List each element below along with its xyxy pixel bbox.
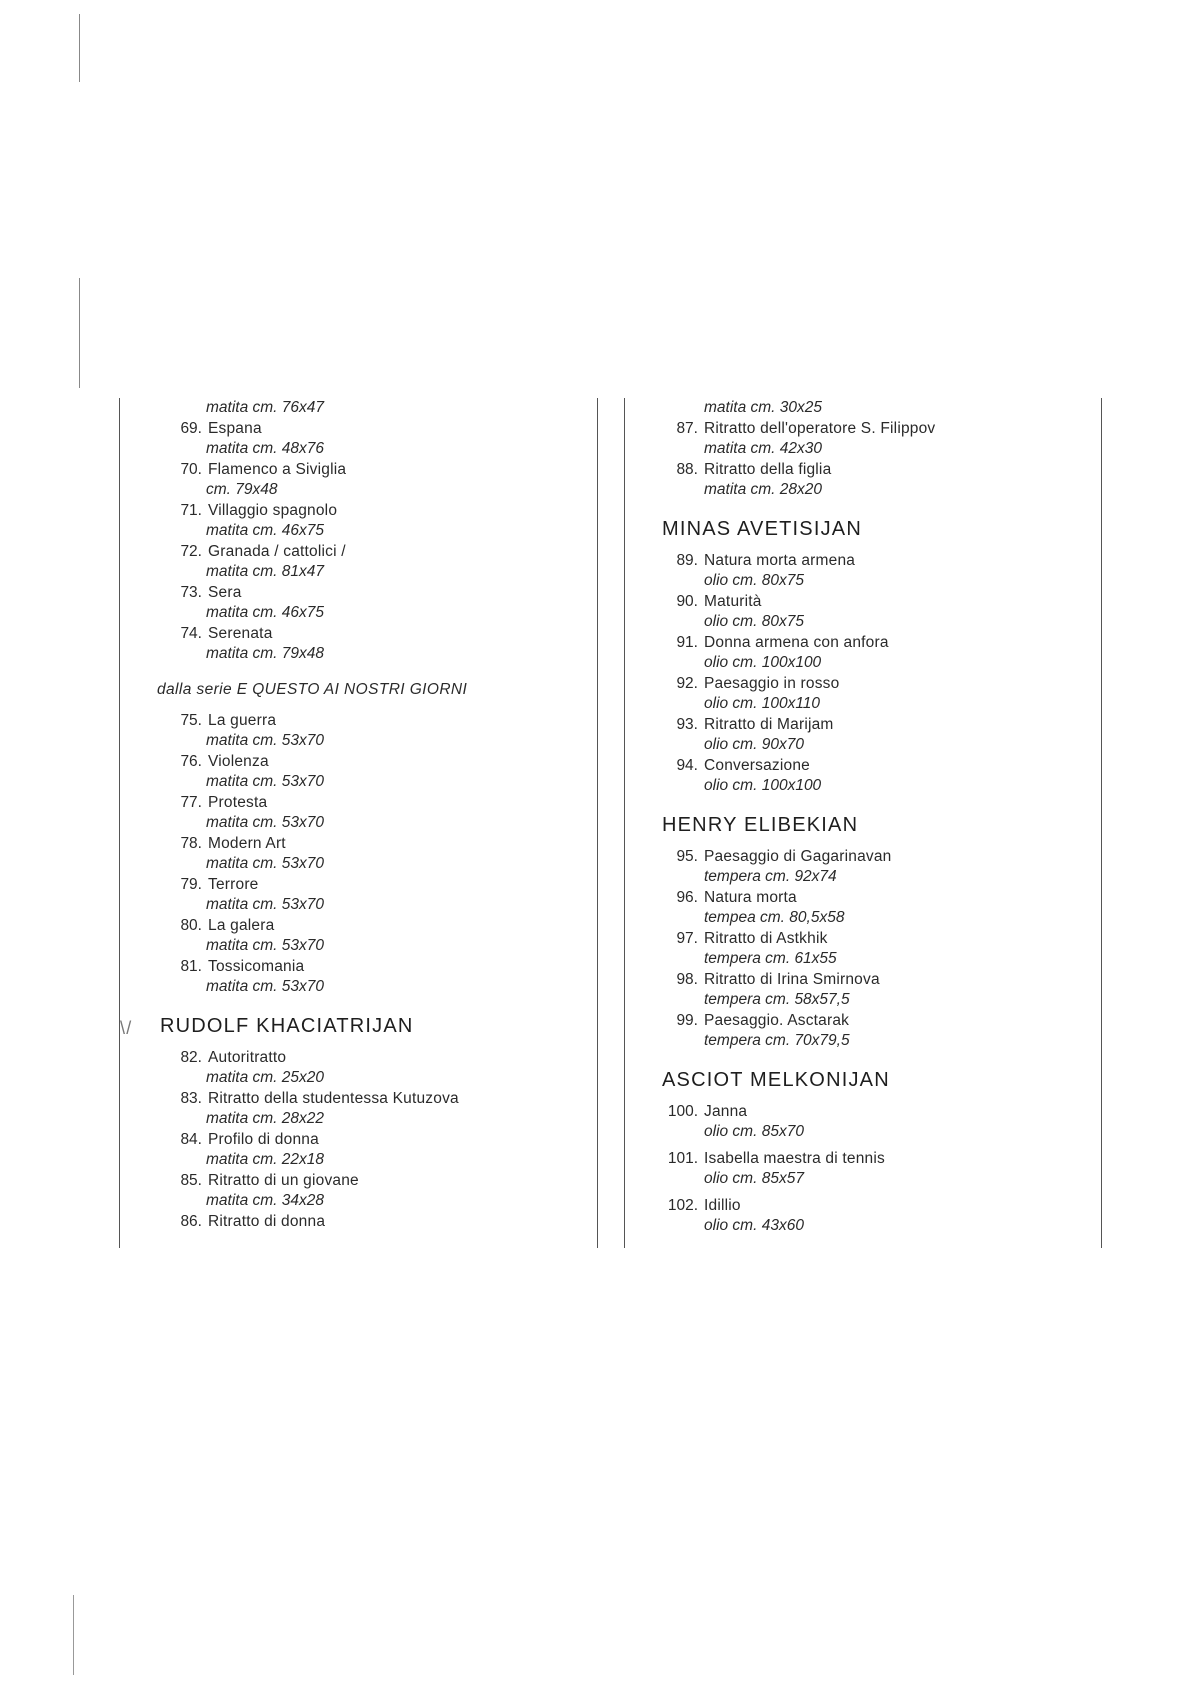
column-rule-center-b (624, 398, 625, 1248)
entry-title: Tossicomania (208, 957, 305, 975)
technique-line (160, 521, 580, 542)
technique-line (660, 735, 1040, 756)
catalogue-group (660, 419, 1040, 501)
technique: matita cm. 46x75 (206, 604, 325, 621)
technique-line (660, 398, 1040, 419)
entry-title: Violenza (208, 752, 269, 770)
entry-title: Espana (208, 419, 262, 437)
technique-line (660, 694, 1040, 715)
technique-line (660, 653, 1040, 674)
entry-number: 71. (180, 501, 202, 519)
technique: matita cm. 53x70 (206, 732, 325, 749)
catalogue-entry (660, 715, 1040, 736)
technique-line (660, 1216, 1040, 1237)
entry-title: Modern Art (208, 834, 286, 852)
technique: olio cm. 43x60 (704, 1217, 804, 1234)
technique: matita cm. 46x75 (206, 522, 325, 539)
series-title: dalla serie E QUESTO AI NOSTRI GIORNI (157, 680, 468, 698)
entry-number: 91. (676, 633, 698, 651)
column-rule-right (1101, 398, 1102, 1248)
technique-line (160, 772, 580, 793)
entry-title: Ritratto della studentessa Kutuzova (208, 1089, 459, 1107)
entry-number: 78. (180, 834, 202, 852)
technique: olio cm. 100x100 (704, 654, 822, 671)
catalogue-entry (160, 711, 580, 732)
technique-line (660, 776, 1040, 797)
entry-title: Donna armena con anfora (704, 633, 889, 651)
catalogue-entry (660, 460, 1040, 481)
entry-number: 89. (676, 551, 698, 569)
entry-number: 95. (676, 847, 698, 865)
technique: olio cm. 80x75 (704, 613, 804, 630)
technique-line (160, 977, 580, 998)
column-rule-center-a (597, 398, 598, 1248)
catalogue-entry (160, 542, 580, 563)
catalogue-column-right (660, 398, 1040, 1237)
catalogue-group (160, 711, 580, 998)
technique: matita cm. 53x70 (206, 896, 325, 913)
technique-line (660, 1122, 1040, 1143)
technique: matita cm. 28x20 (704, 481, 823, 498)
entry-number: 96. (676, 888, 698, 906)
catalogue-group (660, 1102, 1040, 1237)
technique: matita cm. 76x47 (206, 399, 325, 416)
catalogue-entry (160, 583, 580, 604)
catalogue-entry (160, 1089, 580, 1110)
technique: olio cm. 90x70 (704, 736, 804, 753)
artist-name: HENRY ELIBEKIAN (662, 813, 859, 836)
entry-number: 88. (676, 460, 698, 478)
technique-line (160, 1109, 580, 1130)
entry-title: Natura morta armena (704, 551, 856, 569)
entry-number: 76. (180, 752, 202, 770)
catalogue-entry (660, 847, 1040, 868)
catalogue-group (160, 419, 580, 665)
catalogue-entry (660, 929, 1040, 950)
catalogue-entry (160, 875, 580, 896)
catalogue-entry (660, 674, 1040, 695)
entry-title: Ritratto della figlia (704, 460, 832, 478)
scan-edge-line-mid (79, 278, 80, 388)
entry-number: 90. (676, 592, 698, 610)
technique: tempera cm. 61x55 (704, 950, 837, 967)
catalogue-entry (160, 1171, 580, 1192)
catalogue-group (660, 551, 1040, 797)
entry-number: 69. (180, 419, 202, 437)
entry-number: 82. (180, 1048, 202, 1066)
catalogue-column-left (120, 398, 580, 1232)
technique-line (160, 731, 580, 752)
entry-number: 86. (180, 1212, 202, 1230)
technique: matita cm. 53x70 (206, 978, 325, 995)
technique: olio cm. 80x75 (704, 572, 804, 589)
technique: matita cm. 34x28 (206, 1192, 325, 1209)
entry-title: Flamenco a Siviglia (208, 460, 347, 478)
entry-number: 79. (180, 875, 202, 893)
technique-line (660, 867, 1040, 888)
artist-heading (662, 1066, 1040, 1094)
catalogue-group (160, 1048, 580, 1212)
technique: matita cm. 28x22 (206, 1110, 325, 1127)
entry-title: Ritratto di donna (208, 1212, 326, 1230)
catalogue-entry (160, 1130, 580, 1151)
technique-line (660, 908, 1040, 929)
catalogue-entry (660, 1102, 1040, 1123)
artist-name: MINAS AVETISIJAN (662, 517, 862, 540)
catalogue-entry (160, 834, 580, 855)
entry-title: Ritratto di Astkhik (704, 929, 828, 947)
entry-title: Terrore (208, 875, 259, 893)
technique: matita cm. 48x76 (206, 440, 325, 457)
catalogue-entry (160, 624, 580, 645)
technique-line (660, 1031, 1040, 1052)
technique: olio cm. 85x57 (704, 1170, 804, 1187)
technique: matita cm. 53x70 (206, 937, 325, 954)
artist-heading (662, 811, 1040, 839)
catalogue-entry (660, 1011, 1040, 1032)
catalogue-entry (660, 888, 1040, 909)
technique-line (160, 813, 580, 834)
catalogue-entry (660, 1196, 1040, 1217)
entry-number: 99. (676, 1011, 698, 1029)
entry-number: 100. (667, 1102, 698, 1120)
entry-number: 80. (180, 916, 202, 934)
entry-title: Sera (208, 583, 242, 601)
catalogue-group (660, 847, 1040, 1052)
technique-line (160, 439, 580, 460)
entry-title: Paesaggio in rosso (704, 674, 840, 692)
technique-line (660, 439, 1040, 460)
catalogue-entry (660, 592, 1040, 613)
scan-edge-line-bottom (73, 1595, 74, 1675)
entry-title: Janna (704, 1102, 748, 1120)
catalogue-entry (160, 1048, 580, 1069)
entry-number: 92. (676, 674, 698, 692)
technique-line (160, 480, 580, 501)
technique: matita cm. 79x48 (206, 645, 325, 662)
entry-title: Natura morta (704, 888, 797, 906)
catalogue-entry (660, 633, 1040, 654)
technique-line (160, 854, 580, 875)
check-mark: \/ (120, 1017, 133, 1038)
entry-title: Serenata (208, 624, 273, 642)
technique-line (160, 1191, 580, 1212)
entry-number: 87. (676, 419, 698, 437)
technique-line (160, 1150, 580, 1171)
technique: matita cm. 30x25 (704, 399, 823, 416)
technique: tempera cm. 58x57,5 (704, 991, 850, 1008)
artist-heading (662, 515, 1040, 543)
catalogue-entry (660, 970, 1040, 991)
technique: tempea cm. 80,5x58 (704, 909, 845, 926)
entry-title: Protesta (208, 793, 268, 811)
entry-title: Ritratto di un giovane (208, 1171, 359, 1189)
entry-title: Ritratto di Irina Smirnova (704, 970, 880, 988)
entry-title: La galera (208, 916, 275, 934)
catalogue-entry (160, 957, 580, 978)
entry-title: Villaggio spagnolo (208, 501, 338, 519)
entry-title: Profilo di donna (208, 1130, 319, 1148)
entry-number: 81. (180, 957, 202, 975)
artist-heading (120, 1012, 580, 1040)
entry-number: 102. (667, 1196, 698, 1214)
technique-line (660, 990, 1040, 1011)
catalogue-entry (160, 793, 580, 814)
technique: matita cm. 81x47 (206, 563, 325, 580)
technique: matita cm. 22x18 (206, 1151, 325, 1168)
entry-title: Ritratto dell'operatore S. Filippov (704, 419, 936, 437)
technique-line (160, 644, 580, 665)
entry-number: 84. (180, 1130, 202, 1148)
catalogue-entry (660, 551, 1040, 572)
entry-number: 101. (667, 1149, 698, 1167)
technique: olio cm. 100x110 (704, 695, 821, 712)
entry-number: 85. (180, 1171, 202, 1189)
technique-line (160, 1068, 580, 1089)
technique: matita cm. 53x70 (206, 814, 325, 831)
entry-title: Idillio (704, 1196, 741, 1214)
technique: tempera cm. 70x79,5 (704, 1032, 850, 1049)
entry-number: 77. (180, 793, 202, 811)
catalogue-entry (660, 1149, 1040, 1170)
technique-line (660, 949, 1040, 970)
column-rule-left (119, 398, 120, 1248)
technique: tempera cm. 92x74 (704, 868, 837, 885)
entry-number: 83. (180, 1089, 202, 1107)
entry-title: Paesaggio. Asctarak (704, 1011, 850, 1029)
catalogue-entry (160, 460, 580, 481)
technique: matita cm. 53x70 (206, 773, 325, 790)
catalogue-entry (160, 752, 580, 773)
artist-name: ASCIOT MELKONIJAN (662, 1068, 890, 1091)
entry-number: 98. (676, 970, 698, 988)
catalogue-entry (160, 419, 580, 440)
entry-title: Granada / cattolici / (208, 542, 346, 560)
catalogue-entry (160, 916, 580, 937)
entry-title: Conversazione (704, 756, 810, 774)
entry-number: 74. (180, 624, 202, 642)
entry-title: Paesaggio di Gagarinavan (704, 847, 892, 865)
entry-title: Maturità (704, 592, 762, 610)
scan-edge-line-top (79, 14, 80, 82)
catalogue-entry (660, 756, 1040, 777)
entry-number: 97. (676, 929, 698, 947)
entry-number: 75. (180, 711, 202, 729)
entry-number: 72. (180, 542, 202, 560)
technique: matita cm. 53x70 (206, 855, 325, 872)
technique-line (660, 612, 1040, 633)
technique: matita cm. 42x30 (704, 440, 823, 457)
technique-line (660, 480, 1040, 501)
entry-title: Isabella maestra di tennis (704, 1149, 885, 1167)
technique: matita cm. 25x20 (206, 1069, 325, 1086)
entry-number: 73. (180, 583, 202, 601)
technique-line (160, 562, 580, 583)
technique-line (660, 1169, 1040, 1190)
entry-title: La guerra (208, 711, 277, 729)
technique-line (160, 398, 580, 419)
catalogue-entry (160, 1212, 580, 1233)
entry-title: Ritratto di Marijam (704, 715, 834, 733)
entry-number: 94. (676, 756, 698, 774)
entry-number: 70. (180, 460, 202, 478)
catalogue-entry (660, 419, 1040, 440)
technique-line (660, 571, 1040, 592)
entry-number: 93. (676, 715, 698, 733)
technique: olio cm. 85x70 (704, 1123, 804, 1140)
entry-title: Autoritratto (208, 1048, 287, 1066)
catalogue-entry (160, 501, 580, 522)
technique-line (160, 603, 580, 624)
technique: olio cm. 100x100 (704, 777, 822, 794)
artist-name: RUDOLF KHACIATRIJAN (160, 1014, 414, 1037)
technique-line (160, 936, 580, 957)
technique-line (160, 895, 580, 916)
technique: cm. 79x48 (206, 481, 278, 498)
